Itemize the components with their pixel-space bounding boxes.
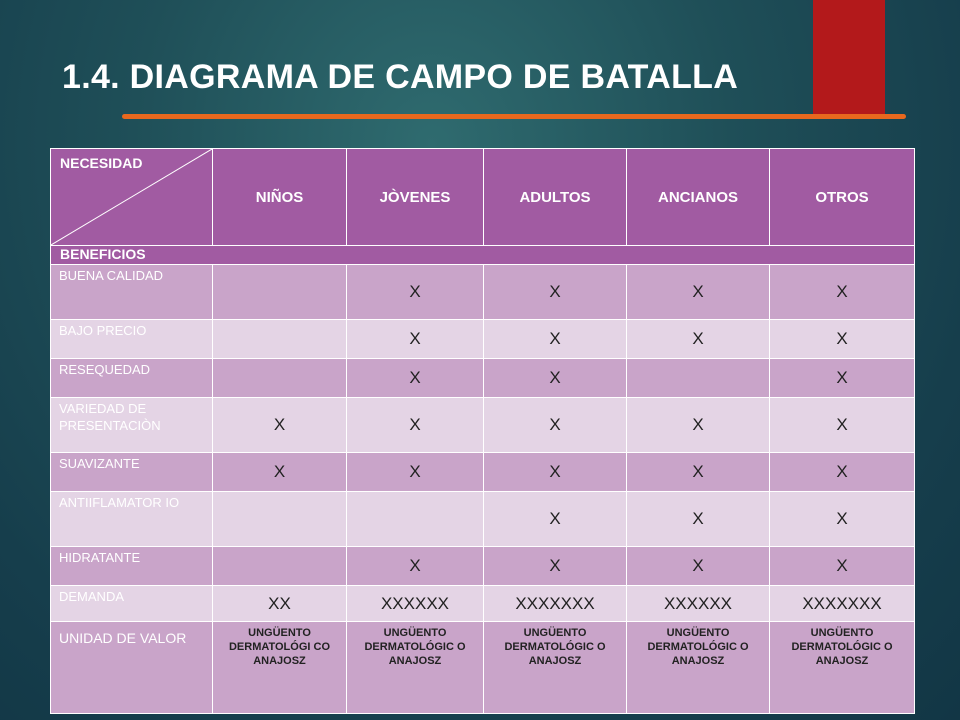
row-label: UNIDAD DE VALOR: [51, 622, 213, 714]
table-cell: X: [770, 453, 915, 492]
table-row: [51, 265, 915, 320]
row-label: VARIEDAD DE PRESENTACIÒN: [51, 398, 213, 453]
column-header: ANCIANOS: [627, 149, 770, 246]
column-header: NIÑOS: [213, 149, 347, 246]
table-cell: XXXXXX: [627, 586, 770, 622]
table-cell: X: [347, 359, 484, 398]
column-header: ADULTOS: [484, 149, 627, 246]
table-cell: X: [484, 398, 627, 453]
table-cell: X: [627, 453, 770, 492]
table-cell: X: [484, 265, 627, 320]
header-row: [51, 149, 915, 246]
benefits-label-row: [51, 246, 915, 265]
table-row: [51, 453, 915, 492]
table-cell: X: [627, 492, 770, 547]
table-cell: X: [484, 320, 627, 359]
table-row: [51, 492, 915, 547]
row-label: RESEQUEDAD: [51, 359, 213, 398]
table-cell: X: [484, 359, 627, 398]
table-row: [51, 320, 915, 359]
table-cell: X: [770, 492, 915, 547]
table-cell: [213, 359, 347, 398]
table-cell: UNGÜENTO DERMATOLÓGIC O ANAJOSZ: [770, 622, 915, 714]
table-cell: XX: [213, 586, 347, 622]
table-cell: UNGÜENTO DERMATOLÓGIC O ANAJOSZ: [347, 622, 484, 714]
table-cell: X: [347, 398, 484, 453]
table-cell: X: [770, 359, 915, 398]
table-cell: X: [627, 398, 770, 453]
table-cell: X: [770, 398, 915, 453]
table-cell: X: [627, 265, 770, 320]
row-label: BAJO PRECIO: [51, 320, 213, 359]
row-label: ANTIIFLAMATOR IO: [51, 492, 213, 547]
column-header: OTROS: [770, 149, 915, 246]
table-cell: [213, 320, 347, 359]
table-cell: X: [347, 265, 484, 320]
table-row: [51, 398, 915, 453]
row-label: BUENA CALIDAD: [51, 265, 213, 320]
table-cell: [213, 547, 347, 586]
table-row: [51, 586, 915, 622]
battlefield-table: [50, 148, 915, 714]
table-cell: X: [770, 265, 915, 320]
column-header: JÒVENES: [347, 149, 484, 246]
title-underline: [122, 114, 906, 119]
table-cell: [213, 265, 347, 320]
table-cell: X: [213, 398, 347, 453]
corner-label-need: NECESIDAD: [60, 155, 143, 171]
corner-label-benefits: BENEFICIOS: [60, 246, 146, 262]
table-cell: X: [347, 320, 484, 359]
table-cell: XXXXXXX: [484, 586, 627, 622]
red-accent-tab: [813, 0, 885, 116]
table-cell: UNGÜENTO DERMATOLÓGIC O ANAJOSZ: [484, 622, 627, 714]
table-cell: UNGÜENTO DERMATOLÓGI CO ANAJOSZ: [213, 622, 347, 714]
table-cell: X: [770, 547, 915, 586]
table-cell: XXXXXX: [347, 586, 484, 622]
table-cell: X: [347, 453, 484, 492]
table-cell: [627, 359, 770, 398]
table-cell: [347, 492, 484, 547]
table-cell: X: [627, 547, 770, 586]
table-row: [51, 547, 915, 586]
table-row: [51, 622, 915, 714]
table-cell: X: [770, 320, 915, 359]
table-cell: XXXXXXX: [770, 586, 915, 622]
row-label: HIDRATANTE: [51, 547, 213, 586]
benefits-label-cell: [51, 246, 915, 265]
table-row: [51, 359, 915, 398]
table-cell: X: [347, 547, 484, 586]
table-cell: [213, 492, 347, 547]
slide-title: 1.4. DIAGRAMA DE CAMPO DE BATALLA: [62, 58, 739, 96]
row-label: SUAVIZANTE: [51, 453, 213, 492]
table-cell: X: [484, 453, 627, 492]
table-cell: X: [484, 492, 627, 547]
table-cell: X: [627, 320, 770, 359]
table-cell: X: [484, 547, 627, 586]
corner-header-cell: [51, 149, 213, 246]
row-label: DEMANDA: [51, 586, 213, 622]
table-cell: UNGÜENTO DERMATOLÓGIC O ANAJOSZ: [627, 622, 770, 714]
table-cell: X: [213, 453, 347, 492]
